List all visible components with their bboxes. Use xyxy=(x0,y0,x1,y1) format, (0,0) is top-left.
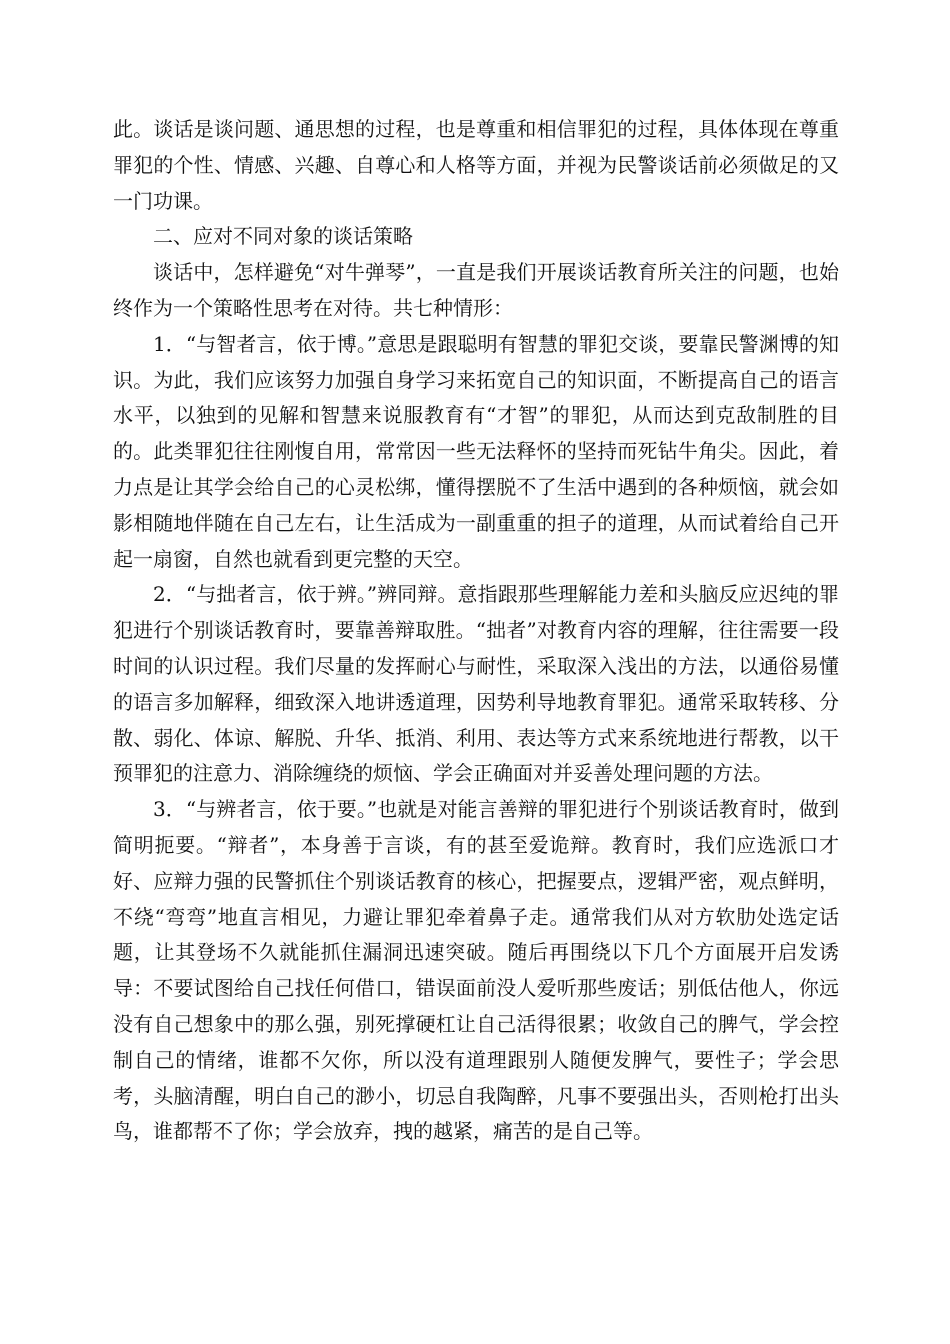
paragraph-continuation: 此。谈话是谈问题、通思想的过程，也是尊重和相信罪犯的过程，具体体现在尊重罪犯的个性、情感、兴趣、自尊心和人格等方面，并视为民警谈话前必须做足的又一门功课。 xyxy=(113,117,839,213)
paragraph-item-1: 1．“与智者言，依于博。”意思是跟聪明有智慧的罪犯交谈，要靠民警渊博的知识。为此，我们应该努力加强自身学习来拓宽自己的知识面，不断提高自己的语言水平，以独到的见解和智慧来说服教育有“才智”的罪犯，从而达到克敌制胜的目的。此类罪犯往往刚愎自用，常常因一些无法释怀的坚持而死钻牛角尖。因此，着力点是让其学会给自己的心灵松绑，懂得摆脱不了生活中遇到的各种烦恼，就会如影相随地伴随在自己左右，让生活成为一副重重的担子的道理，从而试着给自己开起一扇窗，自然也就看到更完整的天空。 xyxy=(113,331,839,571)
paragraph-intro: 谈话中，怎样避免“对牛弹琴”，一直是我们开展谈话教育所关注的问题，也始终作为一个策略性思考在对待。共七种情形： xyxy=(113,260,839,320)
section-heading: 二、应对不同对象的谈话策略 xyxy=(153,224,413,249)
paragraph-item-2: 2．“与拙者言，依于辨。”辨同辩。意指跟那些理解能力差和头脑反应迟纯的罪犯进行个别谈话教育时，要靠善辩取胜。“拙者”对教育内容的理解，往往需要一段时间的认识过程。我们尽量的发挥耐心与耐性，采取深入浅出的方法，以通俗易懂的语言多加解释，细致深入地讲透道理，因势利导地教育罪犯。通常采取转移、分散、弱化、体谅、解脱、升华、抵消、利用、表达等方式来系统地进行帮教，以干预罪犯的注意力、消除缠绕的烦恼、学会正确面对并妥善处理问题的方法。 xyxy=(113,582,839,786)
paragraph-item-3: 3．“与辨者言，依于要。”也就是对能言善辩的罪犯进行个别谈话教育时，做到简明扼要。“辩者”，本身善于言谈，有的甚至爱诡辩。教育时，我们应选派口才好、应辩力强的民警抓住个别谈话教育的核心，把握要点，逻辑严密，观点鲜明，不绕“弯弯”地直言相见，力避让罪犯牵着鼻子走。通常我们从对方软肋处选定话题，让其登场不久就能抓住漏洞迅速突破。随后再围绕以下几个方面展开启发诱导：不要试图给自己找任何借口，错误面前没人爱听那些废话；别低估他人，你远没有自己想象中的那么强，别死撑硬杠让自己活得很累；收敛自己的脾气，学会控制自己的情绪，谁都不欠你，所以没有道理跟别人随便发脾气，要性子；学会思考，头脑清醒，明白自己的渺小，切忌自我陶醉，凡事不要强出头，否则枪打出头鸟，谁都帮不了你；学会放弃，拽的越紧，痛苦的是自己等。 xyxy=(113,797,839,1144)
document-body xyxy=(113,112,839,1150)
